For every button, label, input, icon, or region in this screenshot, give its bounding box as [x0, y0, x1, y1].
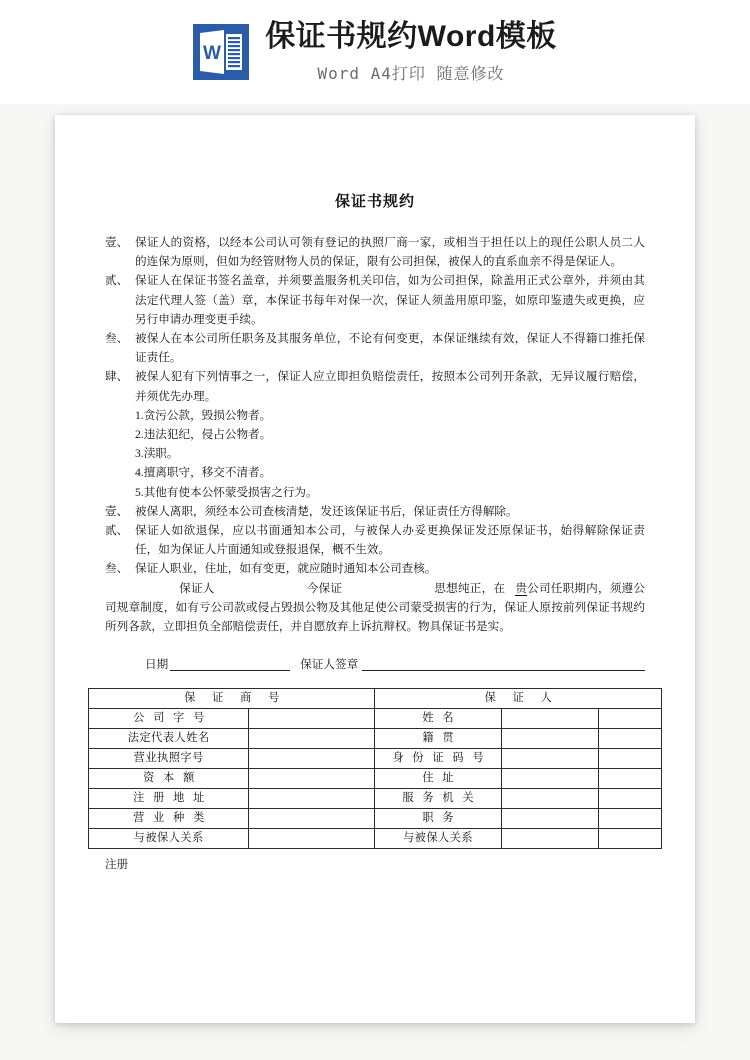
- document-title: 保证书规约: [334, 194, 415, 210]
- table-row: [89, 729, 662, 749]
- banner-text-block: [265, 20, 557, 85]
- svg-text:W: W: [203, 43, 222, 64]
- sub-item: 2.违法犯纪，侵占公物者。: [135, 428, 272, 442]
- row-value-right[interactable]: [501, 809, 598, 829]
- word-icon-glyph: [200, 30, 242, 74]
- clause-text: 保证人在保证书签名盖章，并须要盖服务机关印信，如为公司担保，除盖用正式公章外，并须由其法定代理人签（盖）章，本保证书每年对保一次，保证人须盖用原印鉴，如原印鉴遗失或更换，应另行申请办理变更手续。: [135, 274, 645, 326]
- clause-item: [105, 367, 645, 405]
- row-label-right: 服 务 机 关: [375, 789, 501, 809]
- date-blank-field[interactable]: [170, 658, 290, 671]
- clause-number: 叁、: [105, 562, 129, 576]
- sub-item: 4.擅离职守，移交不清者。: [135, 466, 272, 480]
- row-value-extra[interactable]: [598, 829, 661, 849]
- row-value-extra[interactable]: [598, 709, 661, 729]
- footer-note: 注册: [105, 858, 129, 872]
- clause-item: [105, 271, 645, 329]
- form-table-wrapper: [88, 688, 662, 849]
- row-value-right[interactable]: [501, 749, 598, 769]
- page-header-banner: [0, 0, 750, 104]
- banner-subtitle: Word A4打印 随意修改: [317, 64, 505, 84]
- clause-text: 保证人职业，住址，如有变更，就应随时通知本公司查核。: [135, 562, 437, 576]
- table-header-right: 保 证 人: [375, 689, 662, 709]
- row-value-right[interactable]: [501, 729, 598, 749]
- clause-text: 被保人离职，须经本公司查核清楚，发还该保证书后，保证责任方得解除。: [135, 504, 518, 518]
- clause-item: [105, 521, 645, 559]
- clause-text: 保证人如欲退保，应以书面通知本公司，与被保人办妥更换保证发还原保证书，始得解除保证责任，如为保证人片面通知或登报退保，概不生效。: [135, 524, 645, 557]
- table-row: [89, 709, 662, 729]
- signer-blank-field[interactable]: [362, 658, 645, 671]
- row-value-extra[interactable]: [598, 769, 661, 789]
- table-header-left: 保 证 商 号: [89, 689, 375, 709]
- row-value-left[interactable]: [249, 709, 375, 729]
- row-value-right[interactable]: [501, 829, 598, 849]
- clause-number: 叁、: [105, 332, 129, 346]
- row-value-right[interactable]: [501, 789, 598, 809]
- pledge-label-hereby: 今保证: [306, 581, 343, 595]
- row-value-left[interactable]: [249, 829, 375, 849]
- row-value-extra[interactable]: [598, 789, 661, 809]
- row-label-right: 身 份 证 码 号: [375, 749, 501, 769]
- clause-number: 壹、: [105, 504, 129, 518]
- row-value-left[interactable]: [249, 789, 375, 809]
- clause-item: [105, 502, 645, 521]
- clause-number: 贰、: [105, 524, 129, 538]
- row-label-right: 与被保人关系: [375, 829, 501, 849]
- sub-item: 1.贪污公款，毁损公物者。: [135, 408, 272, 422]
- clause-text: 被保人在本公司所任职务及其服务单位，不论有何变更，本保证继续有效，保证人不得籍口推托保证责任。: [135, 332, 645, 365]
- pledge-underlined-word: 贵: [515, 581, 528, 595]
- row-value-left[interactable]: [249, 729, 375, 749]
- guarantor-form-table: [88, 688, 662, 849]
- document-page: [55, 115, 695, 1023]
- document-body: [55, 115, 695, 872]
- sub-item: 3.渎职。: [135, 447, 179, 461]
- table-row: [89, 789, 662, 809]
- table-row: [89, 749, 662, 769]
- table-header-row: [89, 689, 662, 709]
- row-label-right: 职 务: [375, 809, 501, 829]
- row-value-right[interactable]: [501, 769, 598, 789]
- signature-row: [105, 656, 645, 672]
- table-row: [89, 769, 662, 789]
- row-label-right: 姓 名: [375, 709, 501, 729]
- row-label-left: 营 业 种 类: [89, 809, 249, 829]
- row-label-left: 营业执照字号: [89, 749, 249, 769]
- banner-content: [193, 20, 557, 85]
- clause-text: 被保人犯有下列情事之一，保证人应立即担负赔偿责任，按照本公司列开条款，无异议履行赔偿，并须优先办理。: [135, 370, 645, 403]
- row-label-left: 注 册 地 址: [89, 789, 249, 809]
- pledge-lead-text: 思想纯正，在: [434, 581, 506, 595]
- date-label: 日期: [145, 658, 169, 672]
- table-row: [89, 829, 662, 849]
- document-content: [105, 233, 645, 636]
- clause-number: 贰、: [105, 274, 129, 288]
- row-value-extra[interactable]: [598, 809, 661, 829]
- row-label-left: 资 本 额: [89, 769, 249, 789]
- clause-text: 保证人的资格，以经本公司认可领有登记的执照厂商一家，或相当于担任以上的现任公职人员二人的连保为原则，但如为经管财物人员的保证，限有公司担保，被保人的直系血亲不得是保证人。: [135, 236, 645, 269]
- word-document-icon: [193, 24, 249, 80]
- table-row: [89, 809, 662, 829]
- banner-title: 保证书规约Word模板: [265, 19, 557, 53]
- row-label-left: 法定代表人姓名: [89, 729, 249, 749]
- row-value-right[interactable]: [501, 709, 598, 729]
- row-value-left[interactable]: [249, 749, 375, 769]
- pledge-paragraph: [105, 579, 645, 637]
- row-label-right: 籍 贯: [375, 729, 501, 749]
- row-value-extra[interactable]: [598, 749, 661, 769]
- signer-label: 保证人签章: [300, 658, 359, 672]
- document-page-wrapper: [55, 115, 695, 1023]
- row-label-left: 公 司 字 号: [89, 709, 249, 729]
- row-value-left[interactable]: [249, 809, 375, 829]
- clause-item: [105, 233, 645, 271]
- pledge-tail-text: 公司任职期内，须遵公司规章制度，如有亏公司款或侵占毁损公物及其他足使公司蒙受损害的行为，保证人原按前列保证书规约所列各款，立即担负全部赔偿责任，并自愿放弃上诉抗辩权。物具保证书是实。: [105, 581, 645, 634]
- row-label-right: 住 址: [375, 769, 501, 789]
- clause-item: [105, 559, 645, 578]
- clause-number: 肆、: [105, 370, 129, 384]
- row-value-left[interactable]: [249, 769, 375, 789]
- clause-item: [105, 329, 645, 367]
- sub-item: 5.其他有使本公怀蒙受损害之行为。: [135, 485, 318, 499]
- clause-number: 壹、: [105, 236, 129, 249]
- row-value-extra[interactable]: [598, 729, 661, 749]
- pledge-label-guarantor: 保证人: [179, 581, 215, 595]
- row-label-left: 与被保人关系: [89, 829, 249, 849]
